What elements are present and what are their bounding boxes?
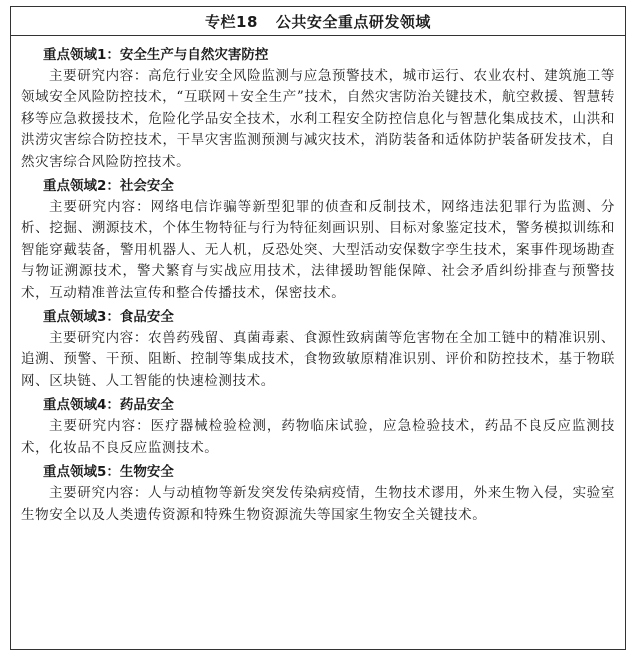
column-title: 公共安全重点研发领域 xyxy=(275,12,431,31)
section-title: 重点领域2：社会安全 xyxy=(43,178,174,195)
column-header xyxy=(11,7,625,36)
section-title: 重点领域3：食品安全 xyxy=(43,309,174,326)
section-body: 主要研究内容：医疗器械检验检测，药物临床试验，应急检验技术，药品不良反应监测技术，化妆品不良反应监测技术。 xyxy=(21,418,615,456)
section-title: 重点领域4：药品安全 xyxy=(43,397,174,414)
section-5 xyxy=(21,462,615,526)
section-body: 主要研究内容：网络电信诈骗等新型犯罪的侦查和反制技术，网络违法犯罪行为监测、分析、挖掘、溯源技术，个体生物特征与行为特征刻画识别、目标对象鉴定技术，警务模拟训练和智能穿戴装备，警用机器人、无人机，反恐处突、大型活动安保数字孪生技术，案事件现场勘查与物证溯源技术，警犬繁育与实战应用技术，法律援助智能保障、社会矛盾纠纷排查与预警技术，互动精准普法宣传和整合传播技术，保密技术。 xyxy=(21,199,615,301)
section-body: 主要研究内容：农兽药残留、真菌毒素、食源性致病菌等危害物在全加工链中的精准识别、追溯、预警、干预、阻断、控制等集成技术，食物致敏原精准识别、评价和防控技术，基于物联网、区块链、人工智能的快速检测技术。 xyxy=(21,330,615,389)
section-3 xyxy=(21,307,615,392)
section-title: 重点领域1：安全生产与自然灾害防控 xyxy=(43,47,269,63)
column-label: 专栏18 xyxy=(205,12,258,31)
section-1 xyxy=(21,45,615,173)
section-4 xyxy=(21,395,615,459)
section-body: 主要研究内容：高危行业安全风险监测与应急预警技术，城市运行、农业农村、建筑施工等领域安全风险防控技术，“互联网＋安全生产”技术，自然灾害防治关键技术，航空救援、智慧转移等应急救援技术，危险化学品安全技术，水利工程安全防控信息化与智慧化集成技术，山洪和洪涝灾害综合防控技术，干旱灾害监测预测与减灾技术，消防装备和适体防护装备研发技术，自然灾害综合风险防控技术。 xyxy=(21,68,615,170)
column-box xyxy=(10,6,626,650)
section-body: 主要研究内容：人与动植物等新发突发传染病疫情，生物技术谬用，外来生物入侵，实验室生物安全以及人类遗传资源和特殊生物资源流失等国家生物安全关键技术。 xyxy=(21,485,615,523)
section-2 xyxy=(21,176,615,304)
section-title: 重点领域5：生物安全 xyxy=(43,464,174,481)
column-content xyxy=(11,36,625,526)
